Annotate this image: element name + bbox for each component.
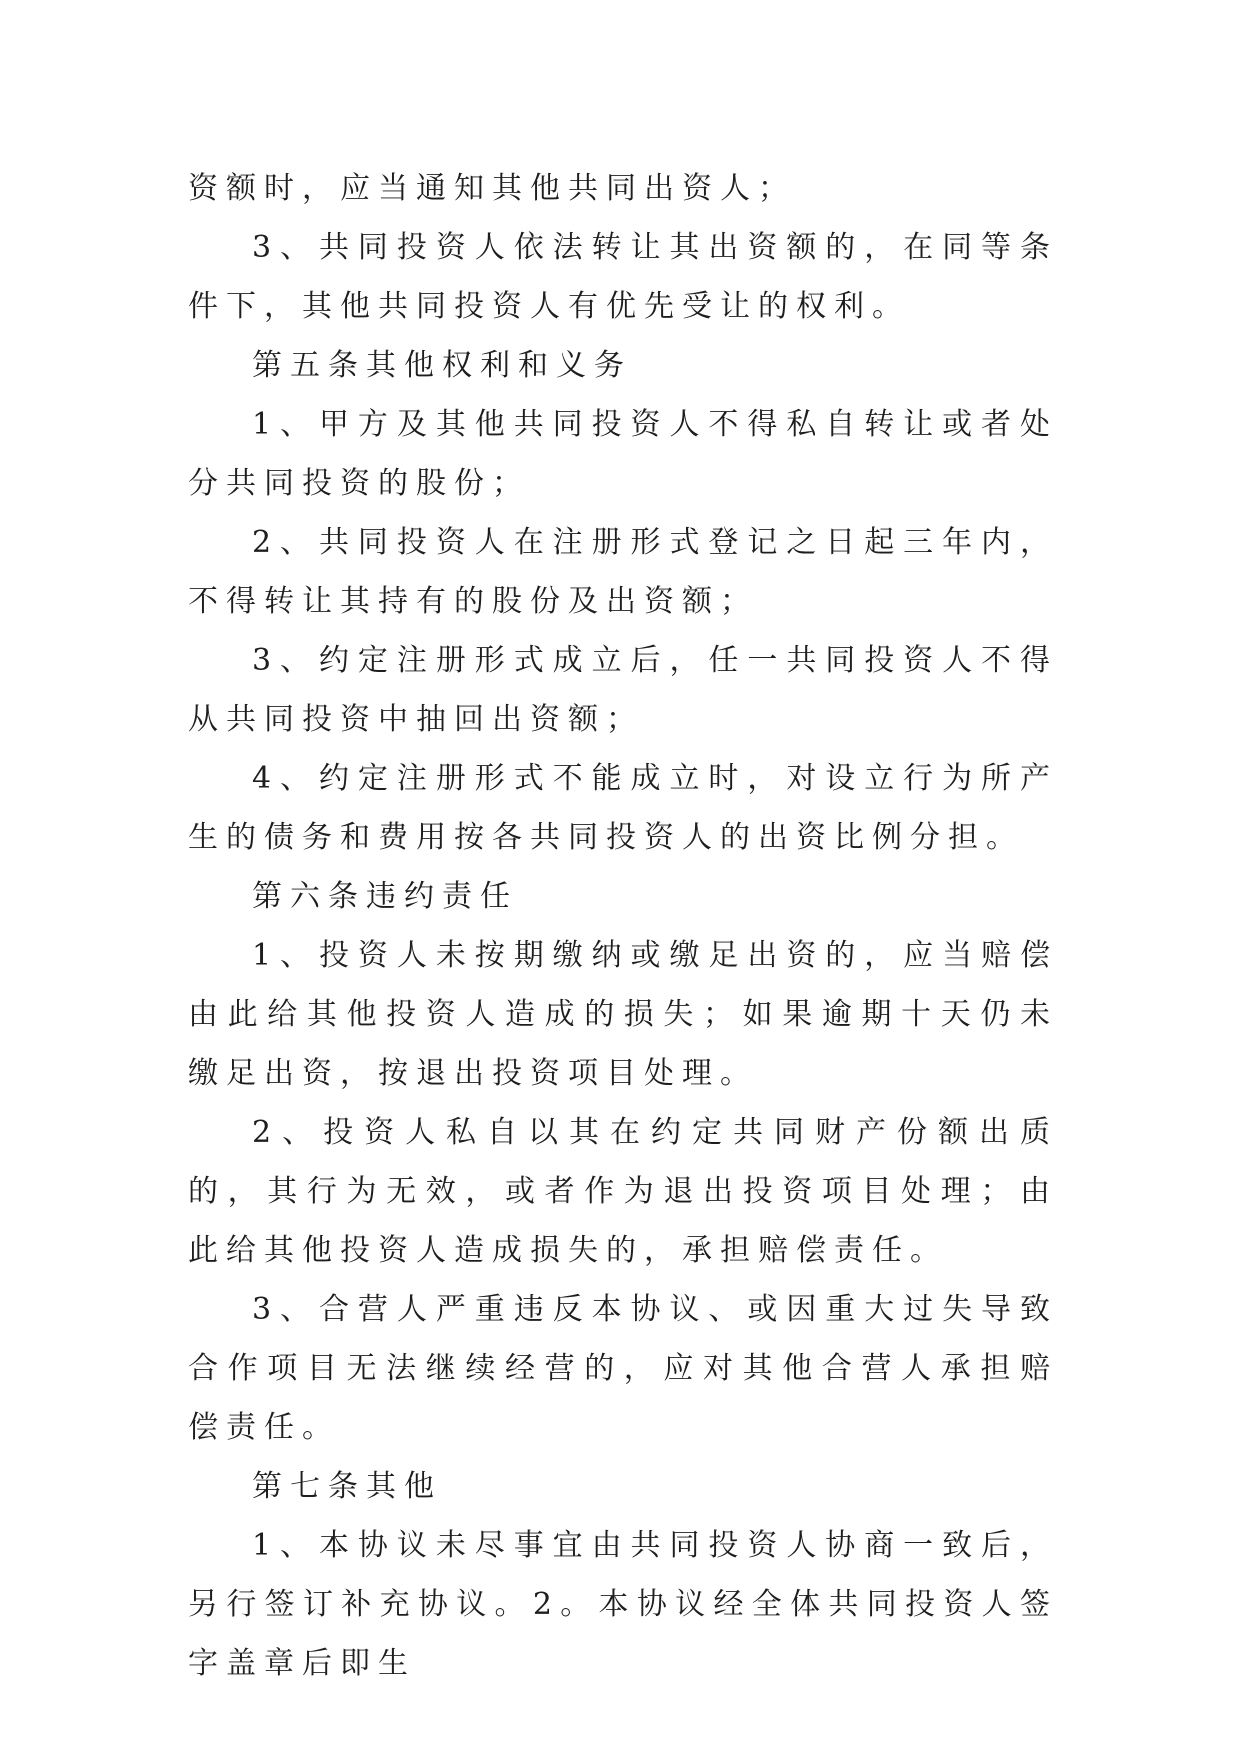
paragraph: 3、合营人严重违反本协议、或因重大过失导致合作项目无法继续经营的，应对其他合营人承担赔偿责任。 [188, 1292, 1058, 1445]
paragraph: 1、本协议未尽事宜由共同投资人协商一致后，另行签订补充协议。2。本协议经全体共同投资人签字盖章后即生 [188, 1528, 1058, 1681]
paragraph: 1、投资人未按期缴纳或缴足出资的，应当赔偿由此给其他投资人造成的损失；如果逾期十天仍未缴足出资，按退出投资项目处理。 [188, 938, 1058, 1091]
section-heading: 第七条其他 [252, 1469, 442, 1504]
paragraph: 4、约定注册形式不能成立时，对设立行为所产生的债务和费用按各共同投资人的出资比例分担。 [188, 761, 1058, 855]
section-heading: 第六条违约责任 [252, 879, 518, 914]
document-body [188, 159, 1058, 1693]
paragraph: 3、约定注册形式成立后，任一共同投资人不得从共同投资中抽回出资额； [188, 643, 1058, 737]
paragraph: 资额时，应当通知其他共同出资人； [188, 171, 796, 206]
paragraph: 2、投资人私自以其在约定共同财产份额出质的，其行为无效，或者作为退出投资项目处理；由此给其他投资人造成损失的，承担赔偿责任。 [188, 1115, 1058, 1268]
section-heading: 第五条其他权利和义务 [252, 348, 632, 383]
paragraph: 1、甲方及其他共同投资人不得私自转让或者处分共同投资的股份； [188, 407, 1058, 501]
paragraph: 3、共同投资人依法转让其出资额的，在同等条件下，其他共同投资人有优先受让的权利。 [188, 230, 1058, 324]
paragraph: 2、共同投资人在注册形式登记之日起三年内，不得转让其持有的股份及出资额； [188, 525, 1058, 619]
